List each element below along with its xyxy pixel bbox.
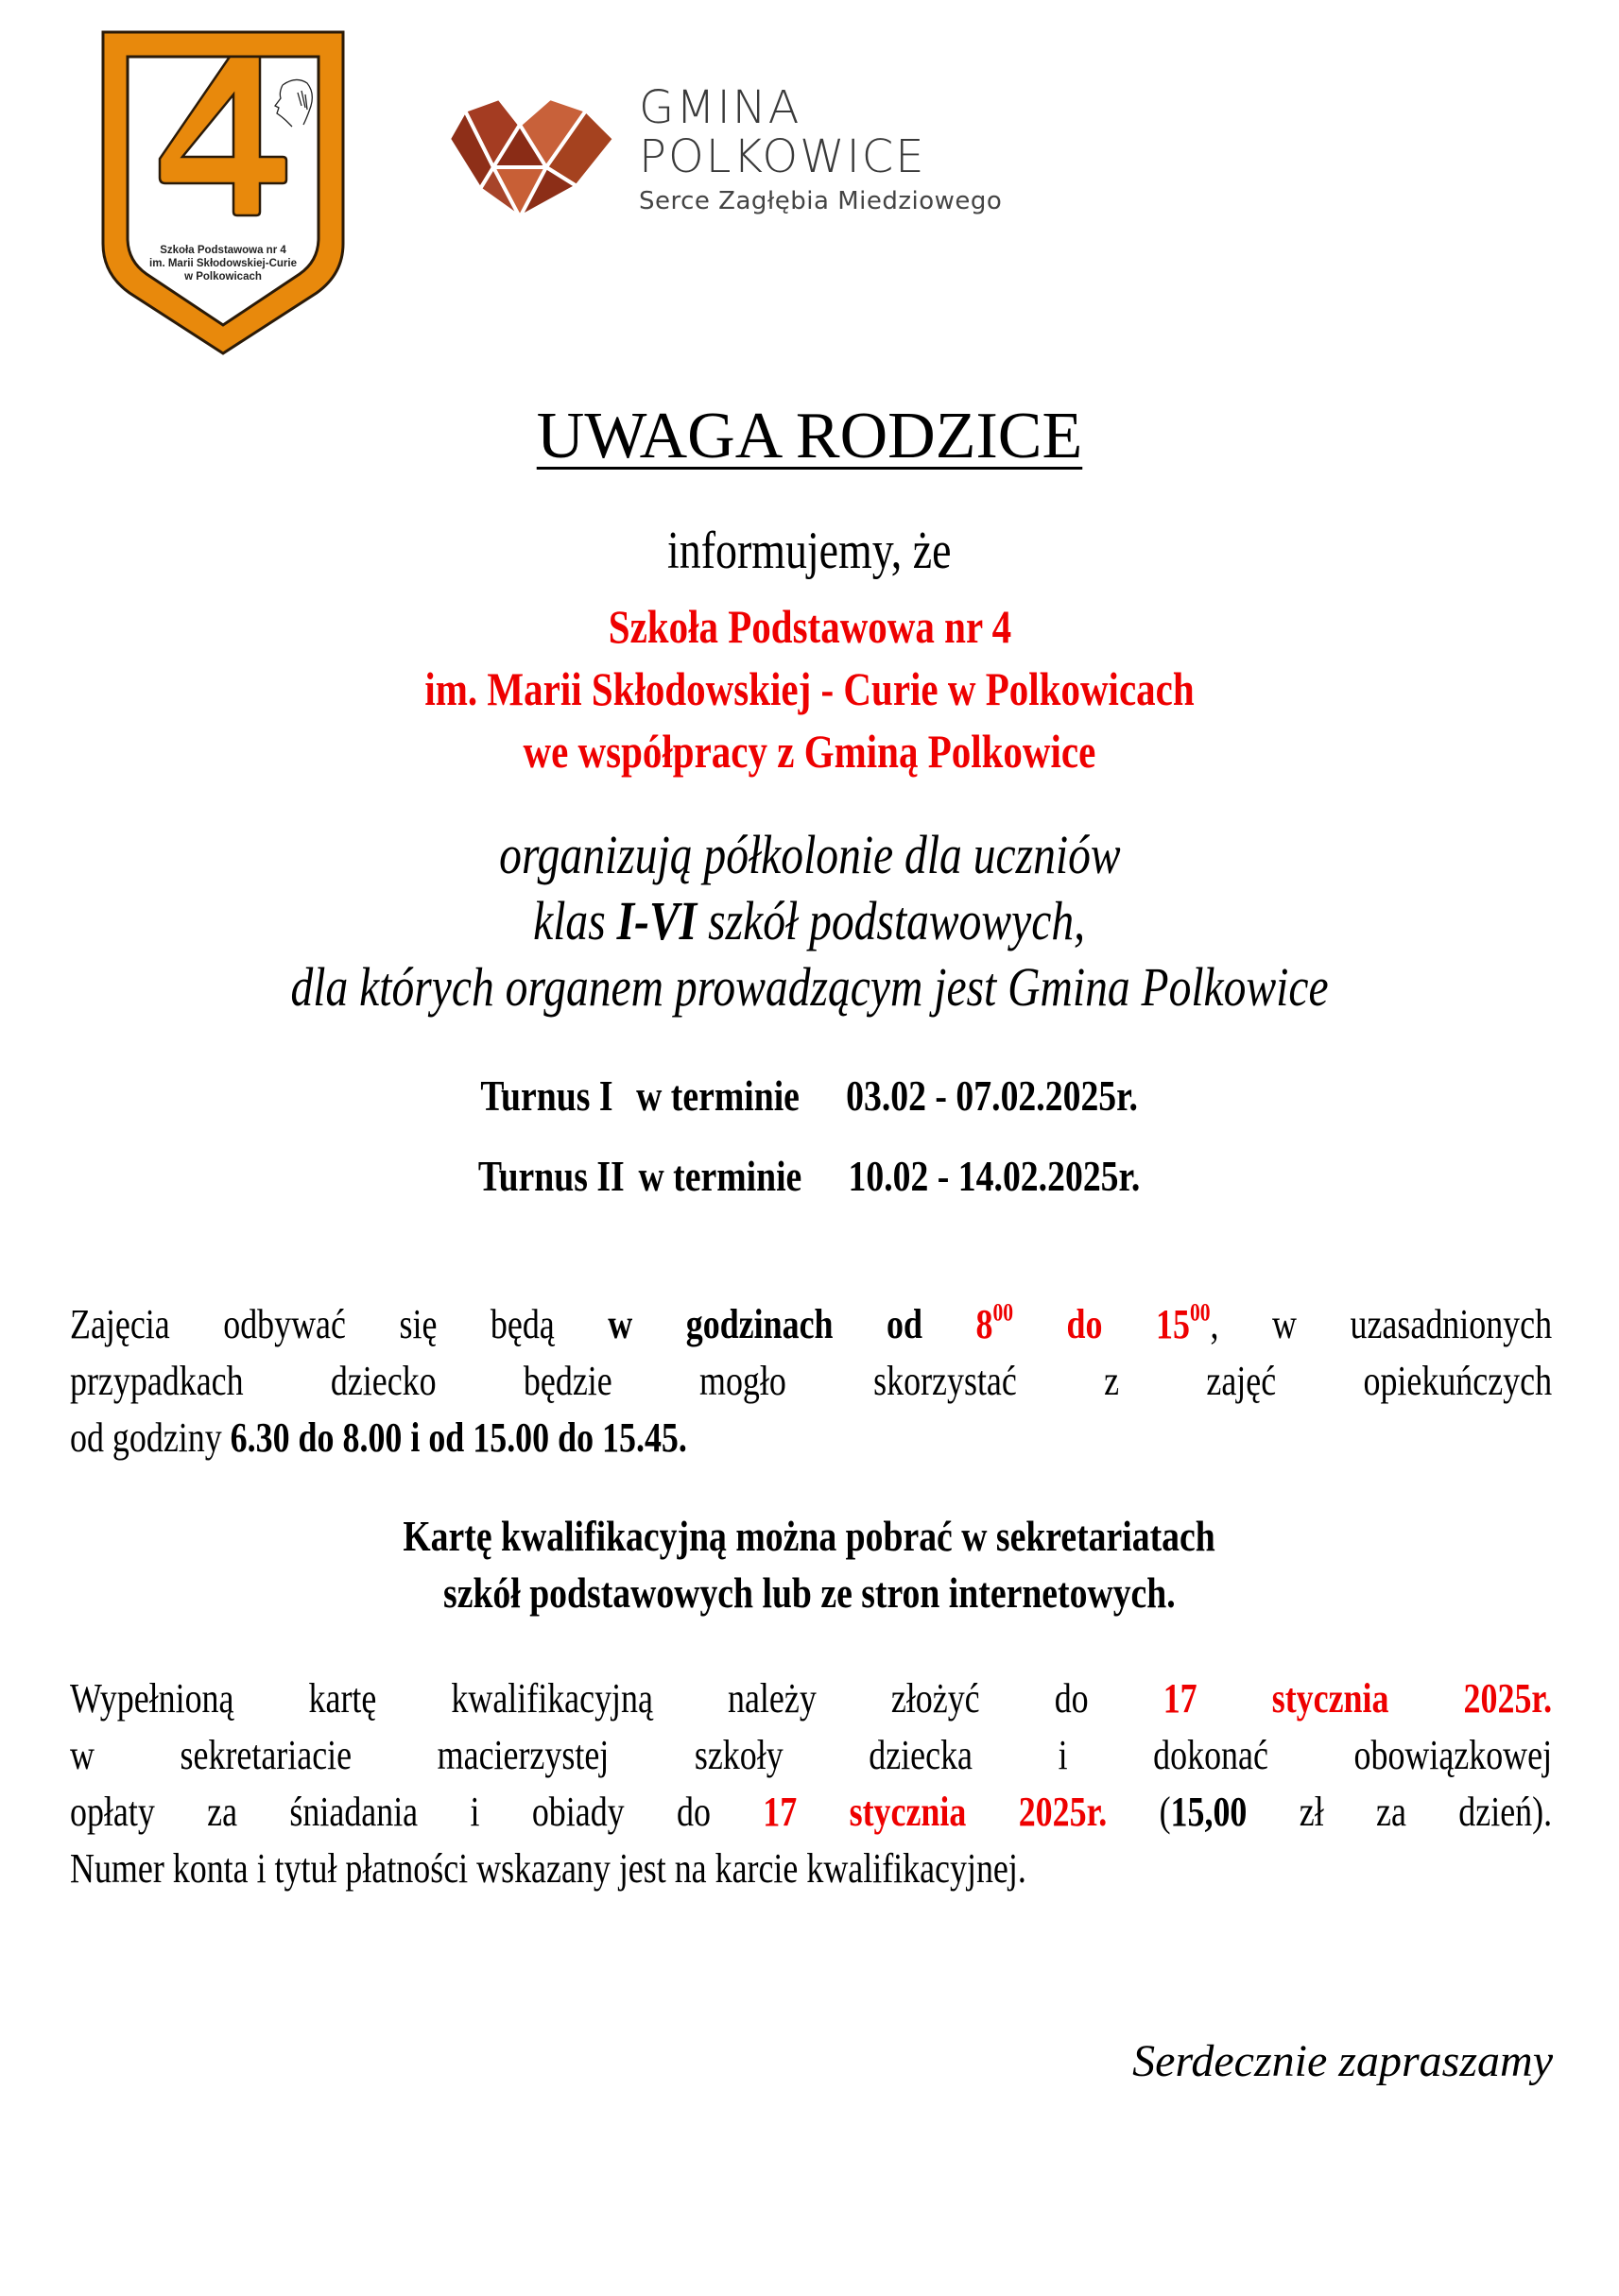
gmina-tagline: Serce Zagłębia Miedziowego bbox=[639, 187, 1003, 215]
school-shield-logo bbox=[97, 26, 349, 357]
session-label: w terminie bbox=[636, 1071, 801, 1120]
organizer-line-1: Szkoła Podstawowa nr 4 bbox=[608, 600, 1011, 653]
daily-price: 15,00 bbox=[1170, 1789, 1248, 1835]
deadline-date: 17 stycznia 2025r. bbox=[1163, 1675, 1553, 1722]
hours-paragraph: Zajęcia odbywać się będą w godzinach od $8^{00}$ do $15^{00}$, w uzasadnionych przypadkach dziecko będzie mogło skorzystać z zajęć opiekuńczych od godziny 6.30 do 8.00 i od 15.00 do 15.45. bbox=[70, 1297, 1553, 1461]
description-line-2: klas I-VI szkół podstawowych, bbox=[533, 890, 1086, 951]
session-row bbox=[0, 1068, 1619, 1124]
description-line-3: dla których organem prowadzącym jest Gmina Polkowice bbox=[290, 956, 1329, 1018]
svg-text:w Polkowicach: w Polkowicach bbox=[184, 271, 262, 283]
organizer-line-3: we współpracy z Gminą Polkowice bbox=[523, 725, 1096, 778]
session-name: Turnus II bbox=[478, 1152, 626, 1200]
intro-text: informujemy, że bbox=[667, 522, 952, 580]
grades-range: I-VI bbox=[617, 890, 698, 951]
card-info-line-1: Kartę kwalifikacyjną można pobrać w sekretariatach bbox=[403, 1512, 1216, 1560]
session-dates: 03.02 - 07.02.2025r. bbox=[846, 1071, 1139, 1120]
payment-deadline-date: 17 stycznia 2025r. bbox=[763, 1789, 1108, 1835]
submission-paragraph: Wypełnioną kartę kwalifikacyjną należy złożyć do 17 stycznia 2025r. w sekretariacie macierzystej szkoły dziecka i dokonać obowiązkowej opłaty za śniadania i obiady do 17 stycznia 2025r. (15,00 zł za dzień). Numer konta i tytuł płatności wskazany jest na karcie kwalifikacyjnej. bbox=[70, 1675, 1553, 1892]
closing-signature: Serdecznie zapraszamy bbox=[1132, 2036, 1553, 2086]
svg-text:Szkoła Podstawowa nr 4: Szkoła Podstawowa nr 4 bbox=[160, 245, 286, 256]
organizer-line-2: im. Marii Skłodowskiej - Curie w Polkowicach bbox=[424, 662, 1195, 715]
care-hours: 6.30 do 8.00 i od 15.00 do 15.45. bbox=[230, 1414, 687, 1461]
description-line-1: organizują półkolonie dla uczniów bbox=[498, 824, 1121, 885]
gmina-heart-logo-icon bbox=[444, 87, 619, 219]
session-name: Turnus I bbox=[480, 1071, 613, 1120]
session-dates: 10.02 - 14.02.2025r. bbox=[848, 1152, 1141, 1200]
session-label: w terminie bbox=[638, 1152, 802, 1200]
gmina-name-line1: GMINA bbox=[639, 81, 801, 134]
page-title: UWAGA RODZICE bbox=[536, 400, 1083, 472]
session-row bbox=[0, 1148, 1619, 1205]
gmina-name-line2: POLKOWICE bbox=[639, 130, 926, 183]
svg-text:im. Marii Skłodowskiej-Curie: im. Marii Skłodowskiej-Curie bbox=[149, 258, 297, 269]
card-info-line-2: szkół podstawowych lub ze stron internetowych. bbox=[443, 1568, 1176, 1617]
start-time: $8^{00}$ do $15^{00}$ bbox=[975, 1297, 1211, 1347]
